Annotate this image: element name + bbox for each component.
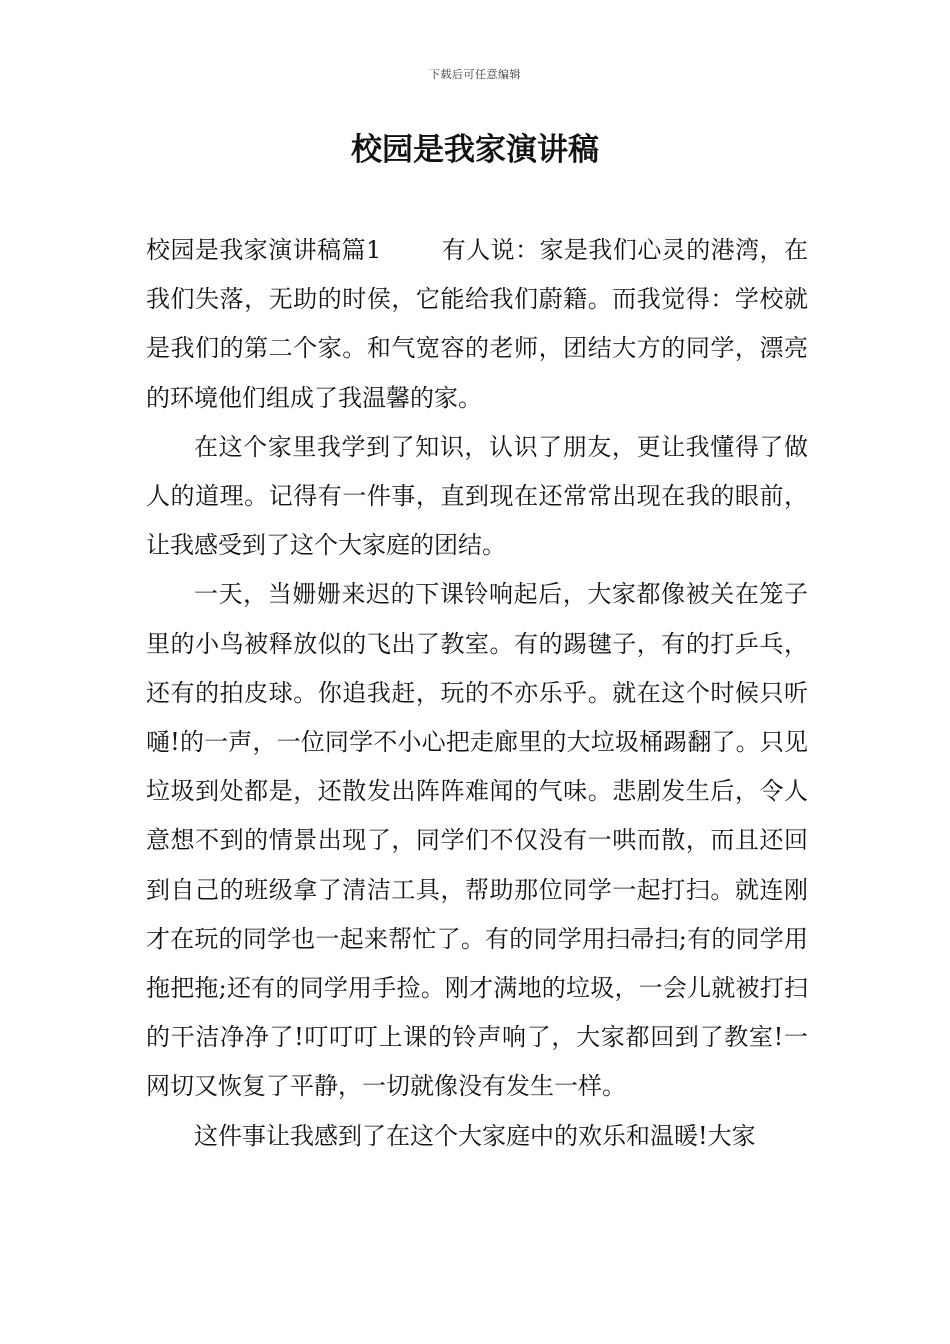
paragraph-3: 一天，当姗姗来迟的下课铃响起后，大家都像被关在笼子里的小鸟被释放似的飞出了教室。有的踢毽子，有的打乒乓，还有的拍皮球。你追我赶，玩的不亦乐乎。就在这个时候只听嗵!的一声，一位同学不小心把走廊里的大垃圾桶踢翻了。只见垃圾到处都是，还散发出阵阵难闻的气味。悲剧发生后，令人意想不到的情景出现了，同学们不仅没有一哄而散，而且还回到自己的班级拿了清洁工具，帮助那位同学一起打扫。就连刚才在玩的同学也一起来帮忙了。有的同学用扫帚扫;有的同学用拖把拖;还有的同学用手捡。刚才满地的垃圾，一会儿就被打扫的干洁净净了!叮叮叮上课的铃声响了，大家都回到了教室!一网切又恢复了平静，一切就像没有发生一样。: [146, 580, 808, 1101]
document-body: [146, 226, 808, 1161]
section-label: 校园是我家演讲稿篇1: [146, 236, 382, 264]
paragraph-4: 这件事让我感到了在这个大家庭中的欢乐和温暖!大家: [194, 1121, 756, 1150]
document-title: 校园是我家演讲稿: [351, 132, 599, 168]
paragraph-1: [146, 226, 808, 423]
paragraph-2: 在这个家里我学到了知识，认识了朋友，更让我懂得了做人的道理。记得有一件事，直到现在还常常出现在我的眼前，让我感受到了这个大家庭的团结。: [146, 432, 808, 560]
header-note: 下载后可任意编辑: [429, 68, 521, 81]
paragraph-text: 有人说：家是我们心灵的港湾，在我们失落，无助的时侯，它能给我们蔚籍。而我觉得：学校就是我们的第二个家。和气宽容的老师，团结大方的同学，漂亮的环境他们组成了我温馨的家。: [146, 236, 808, 412]
